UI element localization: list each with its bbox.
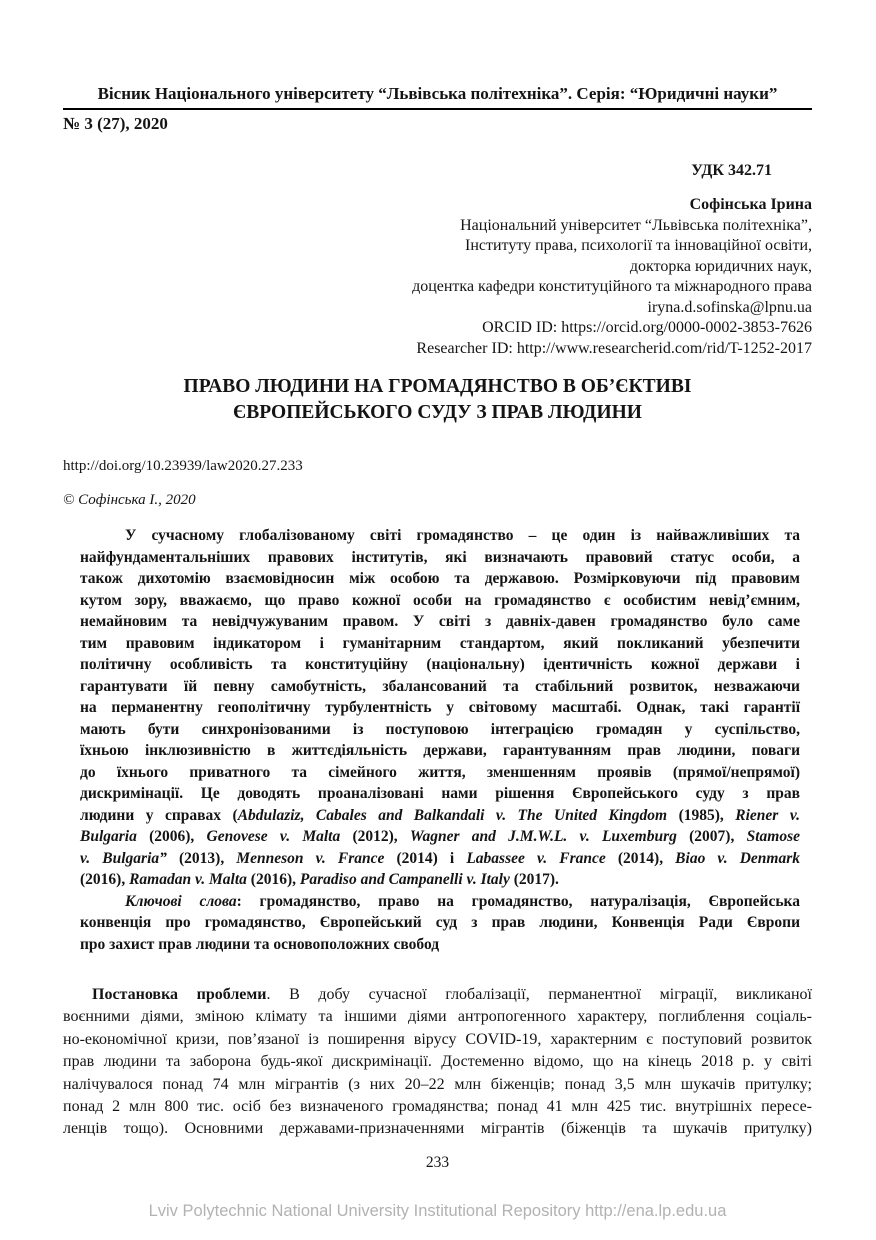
text-line: v. Bulgaria” (2013), Menneson v. France (2014) і Labassee v. France (2014), Biao v. Denmark	[80, 849, 800, 867]
abstract-paragraph	[80, 525, 800, 891]
journal-header	[63, 84, 812, 134]
author-affiliation-line: Національний університет “Львівська політехніка”,	[460, 216, 812, 234]
text-line: дискримінації. Це доводять проаналізовані нами рішення Європейського суду з прав	[80, 785, 800, 802]
text-line: кутом зору, вважаємо, що право кожної особи на громадянство є особистим невід’ємним,	[80, 591, 800, 609]
text-line: на перманентну геополітичну турбулентність у світовому масштабі. Однак, такі гарантії	[80, 699, 800, 716]
text-line: немайновим та невідчужуваним правом. У світі з давніх-давен громадянство було саме	[80, 613, 800, 630]
text-line: також дихотомію взаємовідносин між особою та державою. Розмірковуючи під правовим	[80, 570, 800, 587]
author-name: Софінська Ірина	[689, 196, 812, 213]
article-title-line: ПРАВО ЛЮДИНИ НА ГРОМАДЯНСТВО В ОБ’ЄКТИВІ	[183, 376, 692, 397]
text-line: гарантувати їй певну самобутність, збалансований та стабільний розвиток, незважаючи	[80, 677, 800, 695]
text-line: налічувалося понад 74 млн мігрантів (з них 20–22 млн біженців; понад 3,5 млн шукачів притулку;	[63, 1075, 812, 1093]
text-line: Bulgaria (2006), Genovese v. Malta (2012), Wagner and J.M.W.L. v. Luxemburg (2007), Stamose	[80, 828, 800, 845]
article-title-line: ЄВРОПЕЙСЬКОГО СУДУ З ПРАВ ЛЮДИНИ	[233, 402, 642, 423]
text-line: но-економічної кризи, пов’язаної із поширення вірусу COVID-19, характерним є поступовий розвиток	[63, 1030, 812, 1048]
repository-footer: Lviv Polytechnic National University Institutional Repository http://ena.lp.edu.ua	[148, 1201, 727, 1220]
page-number: 233	[425, 1153, 450, 1171]
text-line: політичну особливість та конституційну (національну) ідентичність кожної держави і	[80, 656, 800, 673]
text-line: мають бути синхронізованими із поступовою інтеграцією громадян у суспільство,	[80, 720, 800, 738]
text-line: до їхнього приватного та сімейного життя, зменшенням проявів (прямої/непрямої)	[80, 763, 800, 781]
text-line: найфундаментальніших правових інститутів, які визначають правовий статус особи, а	[80, 548, 800, 566]
keywords-paragraph	[80, 891, 800, 956]
text-line: людини у справах (Abdulaziz, Cabales and Balkandali v. The United Kingdom (1985), Riener v.	[80, 806, 800, 824]
text-line: понад 2 млн 800 тис. осіб без визначеного громадянства; понад 41 млн 425 тис. внутрішніх пересе-	[63, 1098, 812, 1116]
copyright-line: © Софінська І., 2020	[63, 492, 196, 508]
text-line: тим правовим індикатором і гуманітарним стандартом, який покликаний убезпечити	[80, 634, 800, 652]
text-line: прав людини та заборона будь-якої дискримінації. Достеменно відомо, що на кінець 2018 р. у світі	[63, 1053, 812, 1071]
text-line: У сучасному глобалізованому світі громадянство – це один із найважливіших та	[125, 527, 800, 544]
text-line: Постановка проблеми. В добу сучасної глобалізації, перманентної міграції, викликаної	[92, 986, 812, 1003]
author-affiliation-line: докторка юридичних наук,	[629, 257, 812, 275]
text-line: ленців тощо). Основними державами-призначеннями мігрантів (біженців та шукачів притулку)	[63, 1120, 812, 1138]
text-line: Ключові слова: громадянство, право на громадянство, натуралізація, Європейська	[125, 892, 800, 910]
body-paragraph	[63, 984, 812, 1141]
author-block	[63, 195, 812, 359]
author-researcher-id: Researcher ID: http://www.researcherid.com/rid/T-1252-2017	[416, 339, 812, 357]
author-email: iryna.d.sofinska@lpnu.ua	[647, 298, 812, 316]
text-line: (2016), Ramadan v. Malta (2016), Paradiso and Campanelli v. Italy (2017).	[80, 871, 559, 888]
author-affiliation-line: Інституту права, психології та інноваційної освіти,	[465, 237, 812, 254]
doi-line: http://doi.org/10.23939/law2020.27.233	[63, 458, 303, 474]
header-divider	[63, 108, 812, 110]
text-line: про захист прав людини та основоположних свобод	[80, 935, 440, 953]
author-affiliation-line: доцентка кафедри конституційного та міжнародного права	[412, 278, 812, 295]
text-line: їхньою інклюзивністю в життєдіяльність держави, гарантуванням прав людини, поваги	[80, 742, 800, 759]
author-orcid: ORCID ID: https://orcid.org/0000-0002-3853-7626	[482, 319, 812, 336]
journal-title: Вісник Національного університету “Львівська політехніка”. Серія: “Юридичні науки”	[97, 84, 778, 103]
journal-issue: № 3 (27), 2020	[63, 114, 168, 133]
article-title	[63, 374, 812, 426]
text-line: конвенція про громадянство, Європейський суд з прав людини, Конвенція Ради Європи	[80, 914, 800, 931]
udc-code: УДК 342.71	[691, 162, 772, 179]
text-line: воєнними діями, зміною клімату та іншими діями антропогенного характеру, поглиблення соціаль-	[63, 1008, 812, 1026]
